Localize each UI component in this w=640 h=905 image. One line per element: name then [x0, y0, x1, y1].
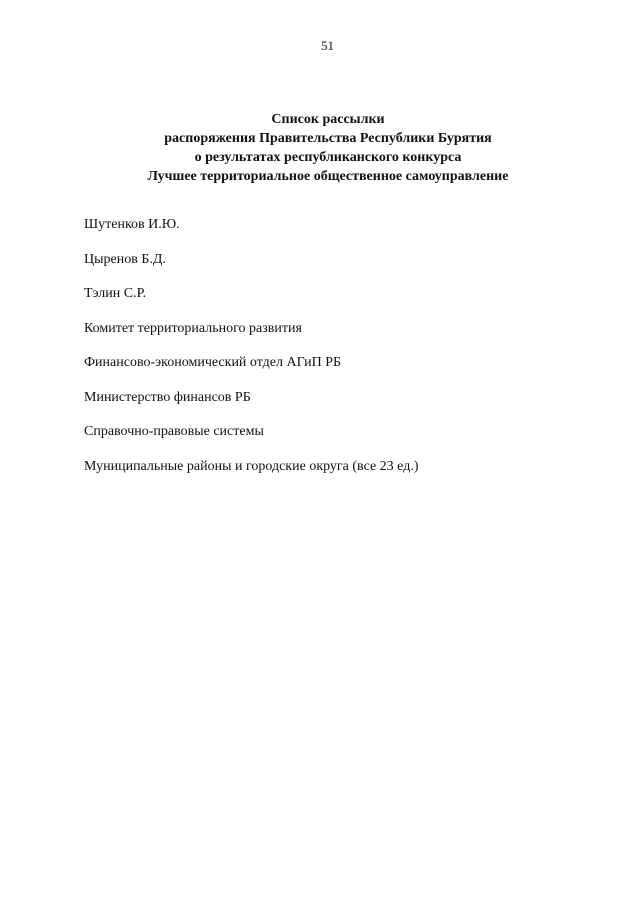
title-line: о результатах республиканского конкурса [194, 150, 462, 165]
list-item: Финансово-экономический отдел АГиП РБ [84, 355, 342, 370]
page-number: 51 [321, 38, 334, 53]
distribution-list [84, 216, 419, 492]
list-item: Комитет территориального развития [84, 320, 302, 336]
title-line: Список рассылки [271, 112, 385, 127]
title-line: распоряжения Правительства Республики Бурятия [164, 131, 492, 146]
list-item: Тэлин С.Р. [84, 286, 147, 301]
list-item: Муниципальные районы и городские округа (все 23 ед.) [84, 458, 419, 474]
list-item: Министерство финансов РБ [84, 389, 251, 405]
document-title [0, 110, 640, 186]
list-item: Справочно-правовые системы [84, 424, 264, 439]
list-item: Шутенков И.Ю. [84, 217, 180, 232]
title-line: Лучшее территориальное общественное самоуправление [147, 169, 509, 184]
list-item: Цыренов Б.Д. [84, 251, 166, 267]
